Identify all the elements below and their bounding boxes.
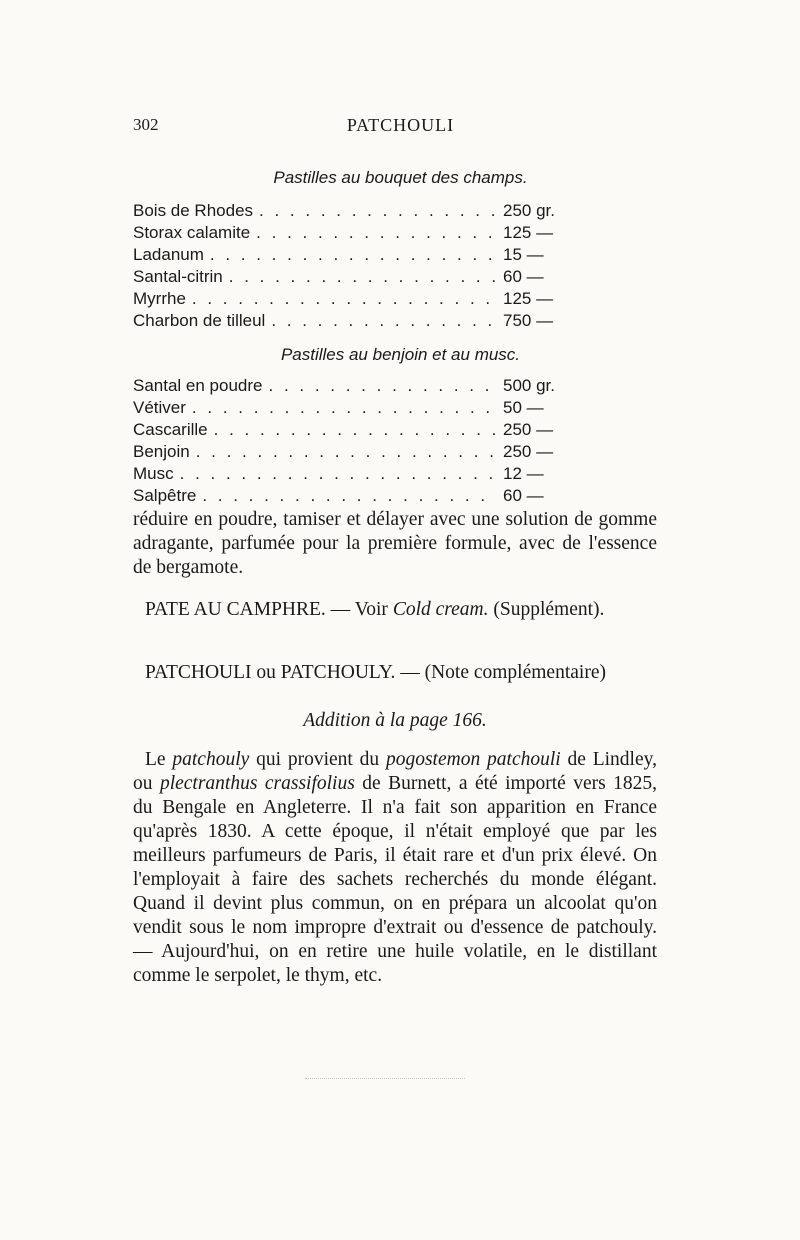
ingredient-name: Storax calamite	[133, 223, 251, 242]
dot-leader	[269, 375, 498, 397]
ingredient-qty: 60 —	[503, 486, 544, 505]
entry-note: (Supplément).	[493, 599, 605, 620]
ingredient-row	[133, 244, 573, 266]
patchouli-paragraph	[133, 748, 657, 988]
ingredient-qty: 750 —	[503, 311, 554, 330]
ingredient-qty: 250 —	[503, 420, 554, 439]
ingredient-name: Musc	[133, 464, 174, 483]
running-header	[133, 115, 668, 139]
pate-au-camphre-entry	[133, 597, 657, 622]
ingredient-row	[133, 441, 573, 463]
ingredient-name: Salpêtre	[133, 486, 197, 505]
italic-term: pogostemon patchouli	[385, 749, 561, 770]
dot-leader	[229, 266, 497, 288]
ingredient-qty: 250 gr.	[503, 201, 555, 220]
ingredient-qty: 60 —	[503, 267, 544, 286]
dot-leader	[202, 485, 497, 507]
addition-note: Addition à la page 166.	[303, 710, 487, 731]
ingredient-name: Bois de Rhodes	[133, 201, 254, 220]
recipe-title-2: Pastilles au benjoin et au musc.	[280, 345, 521, 364]
ingredient-name: Myrrhe	[133, 289, 186, 308]
ingredient-qty: 125 —	[503, 289, 554, 308]
ingredient-name: Charbon de tilleul	[133, 311, 266, 330]
dot-leader	[259, 200, 497, 222]
instruction-paragraph: réduire en poudre, tamiser et délayer avec une solution de gomme adragante, parfumée pour la première formule, avec de l'essence de bergamote.	[133, 509, 657, 578]
ingredient-row	[133, 419, 573, 441]
dot-leader	[214, 419, 497, 441]
ingredient-row	[133, 463, 573, 485]
ingredient-row	[133, 397, 573, 419]
ingredient-name: Santal-citrin	[133, 267, 223, 286]
cross-reference: Cold cream.	[392, 599, 489, 620]
text-run: Le	[145, 749, 173, 770]
ingredient-qty: 250 —	[503, 442, 554, 461]
page-number: 302	[133, 115, 159, 134]
dot-leader	[180, 463, 497, 485]
running-title: PATCHOULI	[346, 115, 455, 135]
ingredient-row	[133, 485, 573, 507]
dot-leader	[196, 441, 497, 463]
italic-term: patchouly	[172, 749, 250, 770]
dot-leader	[210, 244, 497, 266]
ingredient-name: Benjoin	[133, 442, 190, 461]
ingredient-name: Ladanum	[133, 245, 204, 264]
ingredient-name: Cascarille	[133, 420, 208, 439]
entry-dash: — Voir	[330, 599, 388, 620]
text-run: de Burnett, a été importé vers 1825, du Bengale en Angleterre. Il n'a fait son apparition en France qu'après 1830. A cette époque, il n'était employé que par les meilleurs parfumeurs de Paris, il était rare et d'un prix élevé. On l'employait à faire des sachets recherchés du monde élégant. Quand il devint plus commun, on en prépara un alcoolat qu'on vendit sous le nom impropre d'extrait ou d'essence de patchouly. — Aujourd'hui, on en retire une huile volatile, en le distillant comme le serpolet, le thym, etc.	[133, 773, 658, 986]
ingredient-row	[133, 200, 573, 222]
ingredient-qty: 15 —	[503, 245, 544, 264]
dot-leader	[192, 397, 497, 419]
ingredient-row	[133, 288, 573, 310]
recipe-title-1: Pastilles au bouquet des champs.	[273, 168, 528, 187]
dot-leader	[192, 288, 497, 310]
ingredient-name: Vétiver	[133, 398, 186, 417]
italic-term: plectranthus crassifolius	[159, 773, 355, 794]
ingredient-qty: 12 —	[503, 464, 544, 483]
ingredient-row	[133, 375, 573, 397]
ingredient-qty: 50 —	[503, 398, 544, 417]
ingredient-list-1	[133, 200, 573, 332]
ingredient-row	[133, 266, 573, 288]
ingredient-row	[133, 310, 573, 332]
text-run: de Lindley, ou	[133, 749, 657, 794]
entry-label: PATE AU CAMPHRE.	[145, 599, 326, 620]
dot-leader	[271, 310, 497, 332]
patchouli-heading: PATCHOULI ou PATCHOULY. — (Note complémentaire)	[145, 662, 606, 683]
ingredient-qty: 500 gr.	[503, 376, 555, 395]
ingredient-row	[133, 222, 573, 244]
ingredient-name: Santal en poudre	[133, 376, 263, 395]
text-run: qui provient du	[249, 749, 386, 770]
ingredient-qty: 125 —	[503, 223, 554, 242]
print-smudge	[305, 1078, 465, 1080]
dot-leader	[256, 222, 497, 244]
ingredient-list-2	[133, 375, 573, 507]
